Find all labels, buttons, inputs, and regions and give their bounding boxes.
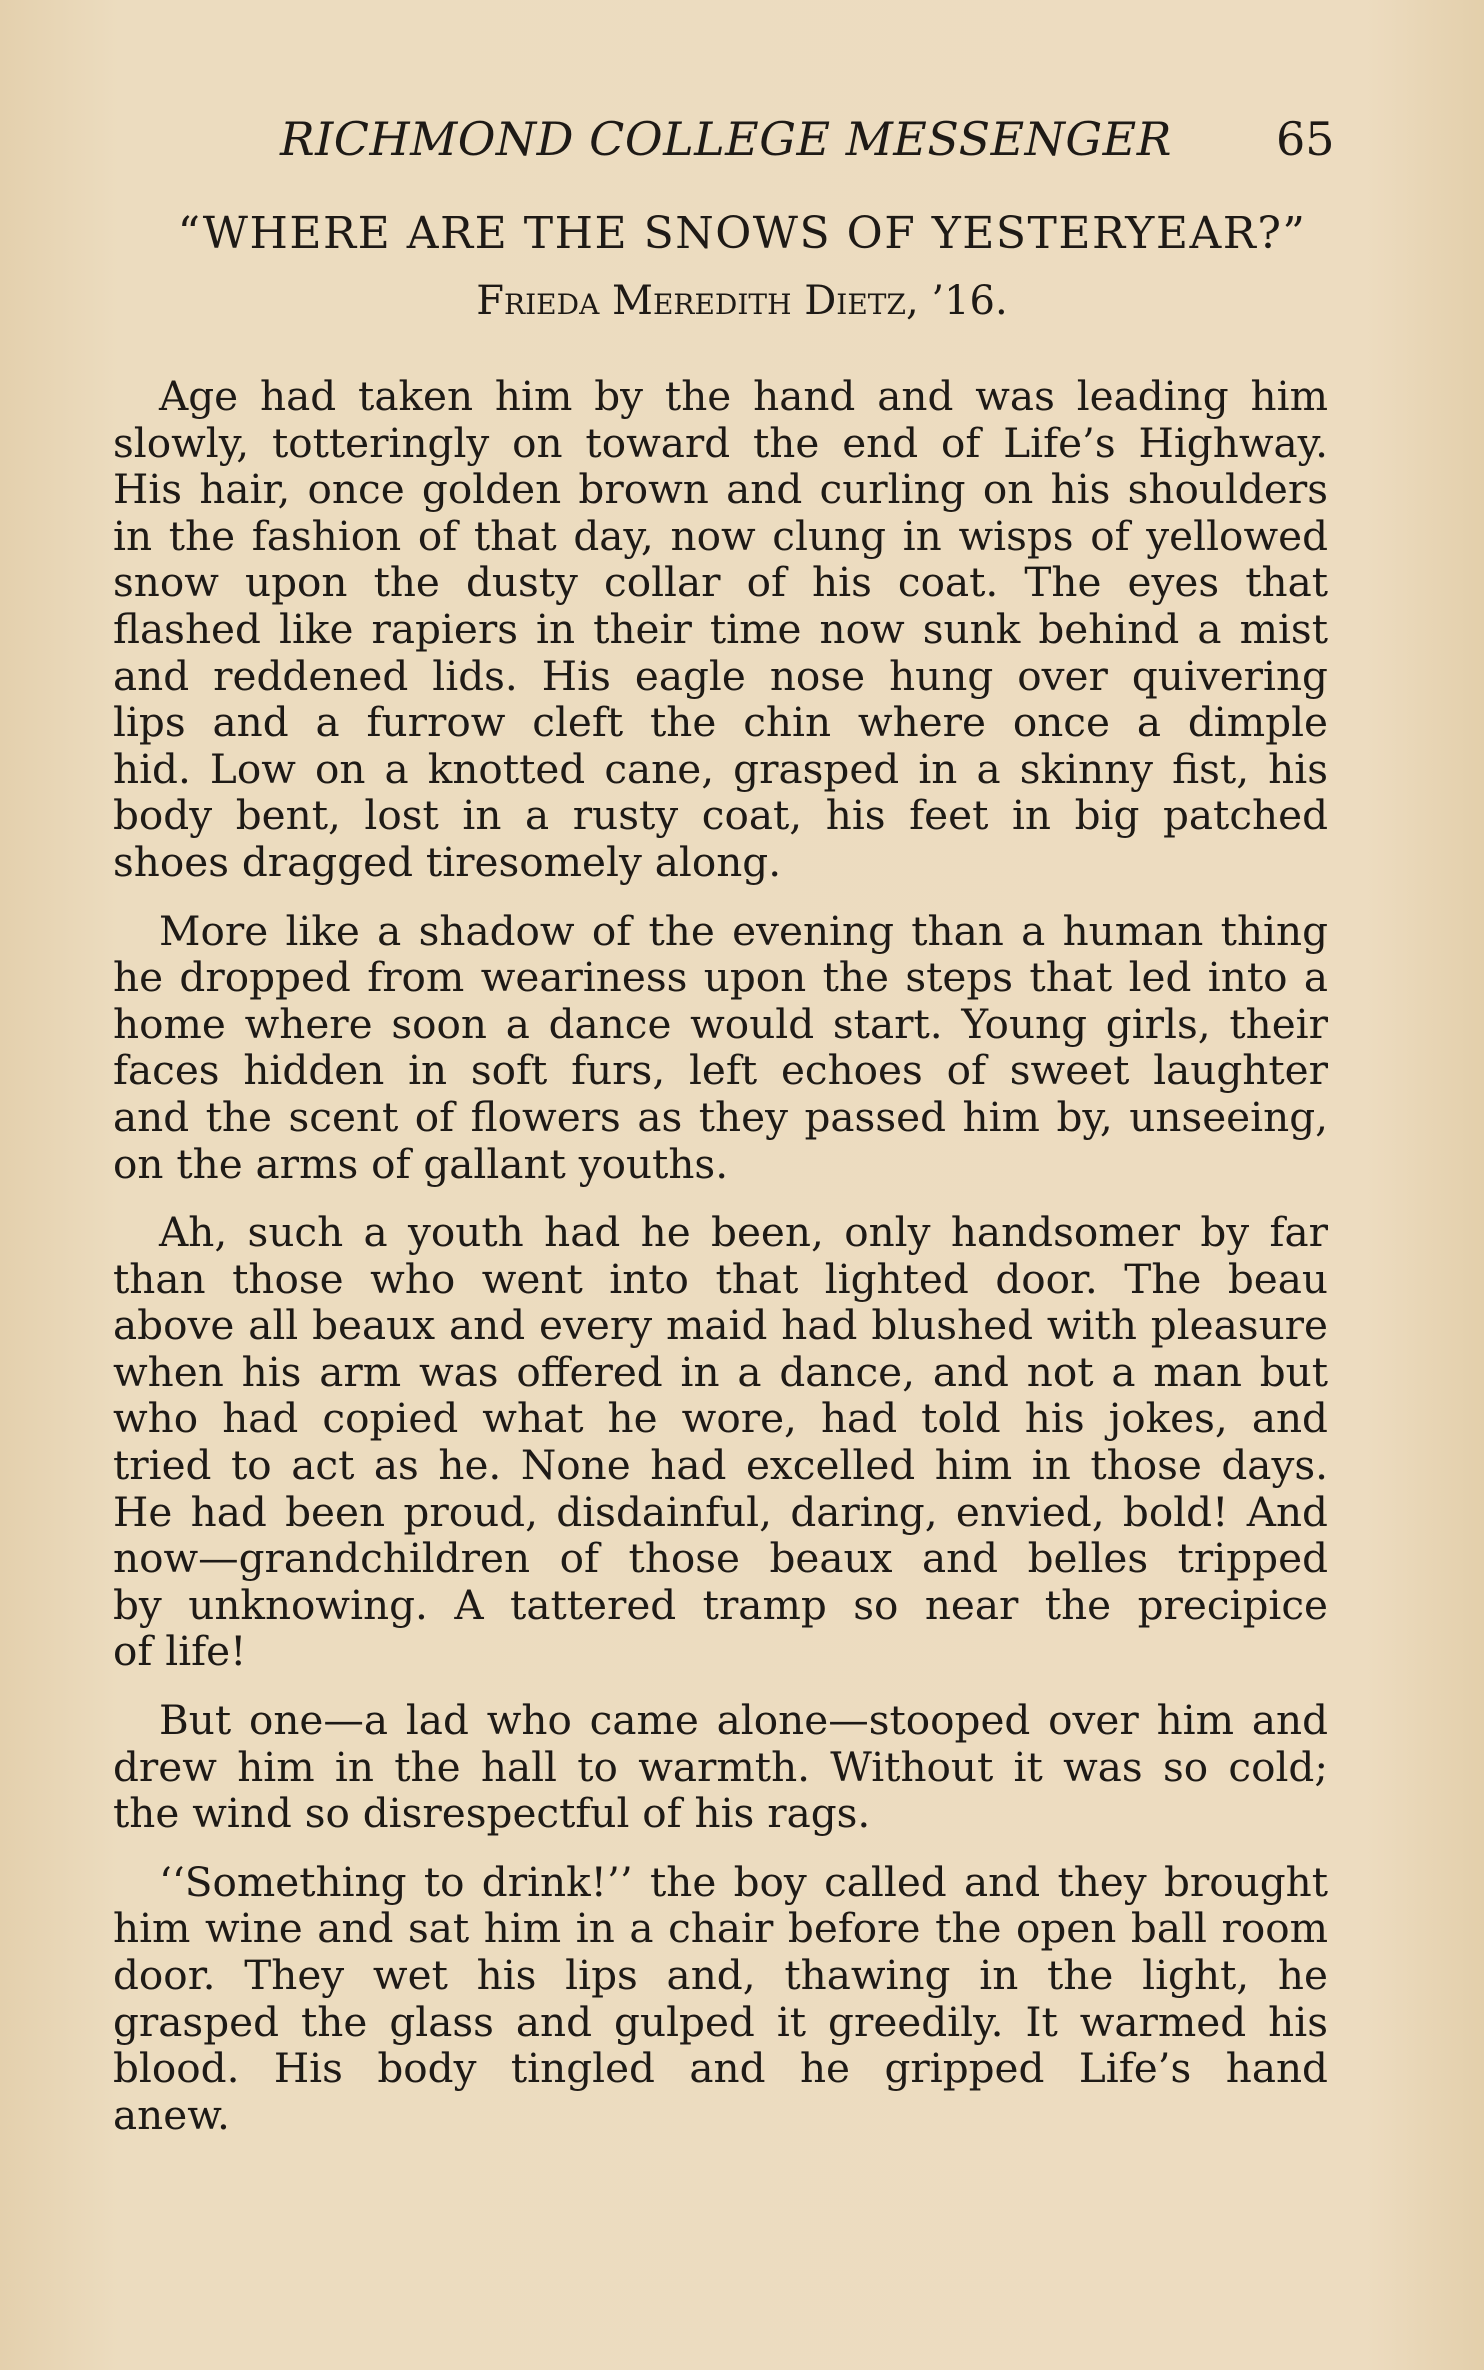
text-line: tried to act as he. None had excelled him in those days.: [113, 1441, 1328, 1490]
text-line: and reddened lids. His eagle nose hung over quivering: [113, 651, 1328, 700]
text-line: he dropped from weariness upon the steps that led into a: [113, 953, 1328, 1002]
text-line: shoes dragged tiresomely along.: [113, 837, 782, 886]
running-head: RICHMOND COLLEGE MESSENGER: [280, 112, 1172, 166]
text-line: him wine and sat him in a chair before the open ball room: [113, 1904, 1328, 1953]
text-line: snow upon the dusty collar of his coat. The eyes that: [113, 558, 1328, 607]
text-line: above all beaux and every maid had blushed with pleasure: [113, 1301, 1328, 1350]
page-number: 65: [1276, 112, 1335, 166]
text-line: by unknowing. A tattered tramp so near the precipice: [113, 1580, 1328, 1629]
text-line: blood. His body tingled and he gripped Life’s hand: [113, 2044, 1328, 2093]
text-line: More like a shadow of the evening than a human thing: [159, 906, 1328, 955]
text-line: than those who went into that lighted door. The beau: [113, 1254, 1328, 1303]
text-line: when his arm was offered in a dance, and not a man but: [113, 1347, 1328, 1396]
text-line: grasped the glass and gulped it greedily. It warmed his: [113, 1997, 1328, 2046]
text-line: hid. Low on a knotted cane, grasped in a skinny fist, his: [113, 744, 1328, 793]
article-body: [113, 373, 1328, 2160]
text-line: anew.: [113, 2090, 230, 2139]
paragraph: [113, 373, 1328, 886]
text-line: and the scent of flowers as they passed him by, unseeing,: [113, 1092, 1328, 1141]
text-line: home where soon a dance would start. Young girls, their: [113, 999, 1328, 1048]
paragraph: [113, 1859, 1328, 2139]
text-line: Age had taken him by the hand and was leading him: [159, 372, 1328, 420]
text-line: now—grandchildren of those beaux and belles tripped: [113, 1534, 1328, 1583]
text-line: door. They wet his lips and, thawing in the light, he: [113, 1951, 1328, 1999]
paragraph: [113, 1209, 1328, 1675]
text-line: His hair, once golden brown and curling on his shoulders: [113, 465, 1328, 514]
text-line: body bent, lost in a rusty coat, his feet in big patched: [113, 791, 1328, 840]
paragraph: [113, 1697, 1328, 1837]
text-line: lips and a furrow cleft the chin where once a dimple: [113, 698, 1328, 747]
paragraph: [113, 908, 1328, 1188]
text-line: slowly, totteringly on toward the end of Life’s Highway.: [113, 418, 1328, 467]
text-line: drew him in the hall to warmth. Without it was so cold;: [113, 1742, 1328, 1791]
text-line: on the arms of gallant youths.: [113, 1139, 729, 1188]
text-line: faces hidden in soft furs, left echoes of sweet laughter: [113, 1046, 1328, 1095]
article-author: Frieda Meredith Dietz, ’16.: [476, 278, 1008, 324]
text-line: But one—a lad who came alone—stooped over him and: [159, 1696, 1328, 1745]
text-line: flashed like rapiers in their time now sunk behind a mist: [113, 604, 1328, 653]
text-line: the wind so disrespectful of his rags.: [113, 1789, 871, 1838]
text-line: in the fashion of that day, now clung in wisps of yellowed: [113, 511, 1328, 560]
text-line: who had copied what he wore, had told his jokes, and: [113, 1394, 1328, 1443]
text-line: of life!: [113, 1627, 247, 1676]
text-line: He had been proud, disdainful, daring, envied, bold! And: [113, 1487, 1328, 1536]
article-title: “WHERE ARE THE SNOWS OF YESTERYEAR?”: [177, 208, 1307, 259]
text-line: ‘‘Something to drink!’’ the boy called and they brought: [159, 1857, 1328, 1906]
text-line: Ah, such a youth had he been, only handsomer by far: [159, 1208, 1328, 1257]
